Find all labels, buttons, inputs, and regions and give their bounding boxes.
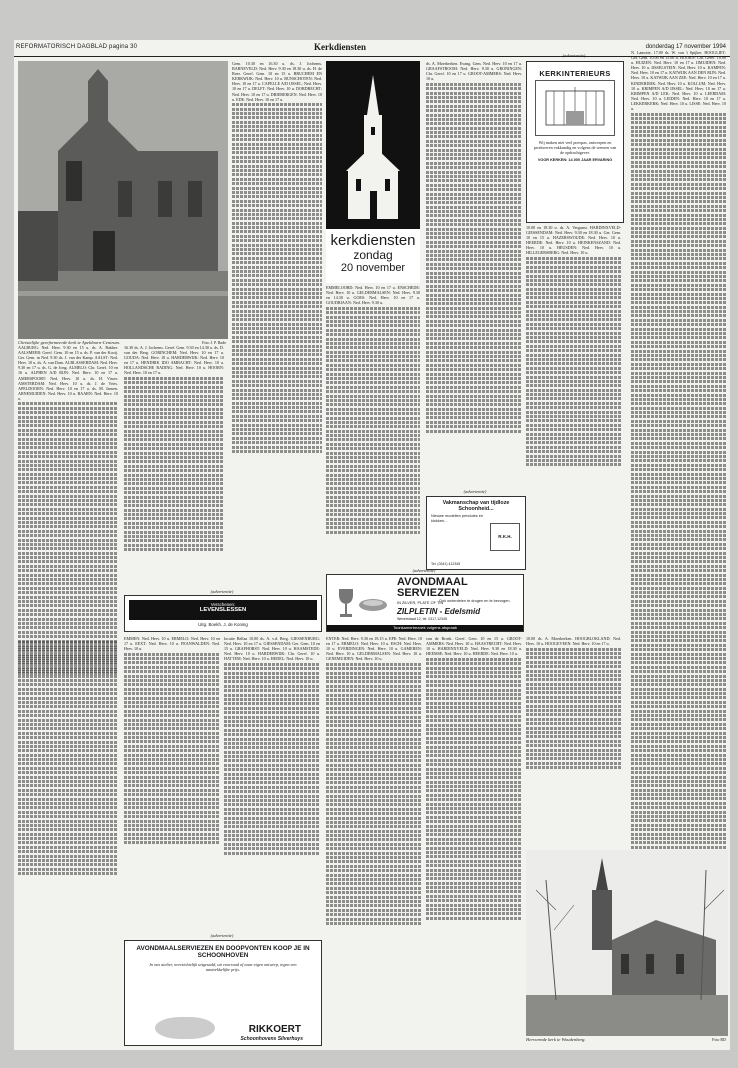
advertentie-label: (advertentie) (210, 589, 234, 594)
header-date: donderdag 17 november 1994 (645, 44, 726, 50)
church-photo-drawing (18, 61, 228, 339)
text-column-4 (326, 285, 420, 615)
column-text: van de Broek. Geref. Gem. 10 en 15 u. GROOT-AMMERS: Ned. Herv. 10 u. HAASTRECHT: Ned. Herv. 10 u. HARDINXVELD: Ned. Herv. 9.30 en 18.30 u. HEEMSE: Ned. Herv. 10 u. HEERDE: Ned. Herv. 10 u. (426, 636, 522, 657)
church-photo-drawing (526, 850, 728, 1036)
photo-credit: Foto RD (712, 1037, 726, 1042)
church-photo-bottom (526, 850, 728, 1036)
feature-church-silhouette (326, 61, 420, 229)
ad-brand: RIKKOERT (248, 1024, 301, 1035)
church-photo-top (18, 61, 228, 339)
ad-brand-subtitle: Schoonhovens Silverhuys (240, 1036, 303, 1042)
column-text: EMMEN: Ned. Herv. 10 u. ERMELO: Ned. Herv. 10 en 17 u. EEXT: Ned. Herv. 10 u. FEANWALDEN: Ned. Herv. 10 u. (124, 636, 220, 652)
ad-footer: Toonkamerbezoek volgens afspraak (327, 625, 523, 631)
ad-line3: Uitg. Boekh. J. de Koning (198, 622, 248, 627)
column-text: EMMELOORD: Ned. Herv. 10 en 17 u. ENSCHEDE: Ned. Herv. 10 u. GELDERMALSEN: Ned. Herv. 9.30 en 14.30 u. GOES: Ned. Herv. 10 en 17 u. GOUDRIAAN: Ned. Herv. 9.30 u. (326, 285, 420, 306)
ad-brand: ZILPLETIN - Edelsmid (397, 607, 481, 616)
ad-text: Ook onderdelen te drogen en te bezorgen. (439, 599, 511, 603)
column-text: locatie Bellaa 10.00 ds. A. v.d. Berg. GIESSENBURG: Ned. Herv. 10 en 17 u. GIESSENDAM: Ger. Gem. 10 en 15 u. GRAFHORST: Ned. Herv. 10 u. HAAMSTEDE: Ned. Herv. 10 u. HARDERWIJK: Chr. Geref. 10 u. HATTEM: Ned. Herv. 10 u. HEDEL: Ned. Herv. 10 u. (224, 636, 320, 662)
advertentie-label: (advertentie) (210, 933, 234, 938)
ad-rikkoert (124, 940, 322, 1046)
ad-title: Vakmanschap van tijdloze Schoonheid... (442, 500, 510, 513)
ad-body: Wij maken niet veel poespas, ontwerpen en produceren vakkundig en volgens de wensen van de opdrachtgever. (533, 140, 617, 156)
column-text: ds. A. Moerkerken. Evang. Gem. Ned. Herv. 10 en 17 u. GRAAFSTROOM: Ned. Herv. 9.30 u. GRONINGEN: Chr. Geref. 10 en 17 u. GROOT-AMMERS: Ned. Herv. 10 u. (426, 61, 522, 82)
advertentie-label: (advertentie) (412, 568, 436, 573)
feature-date: 20 november (340, 262, 406, 274)
text-column-b5 (526, 636, 621, 846)
column-text: 10.00 en 18.30 u. ds. A. Vergunst. HARDINXVELD-GIESSENDAM: Ned. Herv. 9.30 en 18.30 u. Ger. Gem. 10 en 15 u. HAZERSWOUDE: Ned. Herv. 10 u. HEERDE: Ned. Herv. 10 u. HEINKENSZAND: Ned. Herv. 10 u. HEUSDEN: Ned. Herv. 10 u. HILLEGERSBERG: Ned. Herv. 10 u. (526, 225, 621, 256)
column-text: N. Lamotte, 17.00 ds. W. van 't Spijker. HOOGLIET: Ger. Gem. 10.00 en 15.00 u. HOORN: Chr. Geref. 10.00 u. HUIZEN: Ned. Herv. 10 en 17 u. IJMUIDEN: Ned. Herv. 10 u. IJSSELSTEIN: Ned. Herv. 10 u. KAMPEN: Ned. Herv. 10 en 17 u. KATWIJK AAN DEN RIJN: Ned. Herv. 10 u. KATWIJK AAN ZEE: Ned. Herv. 10 en 17 u. KINDERDIJK: Ned. Herv. 10 u. KOLLUM: Ned. Herv. 10 u. KRIMPEN A/D IJSSEL: Ned. Herv. 10 en 17 u. KRIMPEN A/D LEK: Ned. Herv. 10 u. LEERDAM: Ned. Herv. 10 u. LEIDEN: Ned. Herv. 10 en 17 u. LEKKERKERK: Ned. Herv. 10 u. LISSE: Ned. Herv. 10 u. (631, 50, 726, 112)
column-text: Gem. 10.30 en 16.30 u. ds. J. Jochems. BARNEVELD: Ned. Herv. 9.30 en 18.30 u. ds. H. de Boer. Geref. Gem. 10 en 15 u. BRUCHEM EN KERKWIJK: Ned. Herv. 10 u. BUNSCHOTEN: Ned. Herv. 10 en 17 u. CAPELLE A/D IJSSEL: Ned. Herv. 10 en 17 u. DELFT: Ned. Herv. 10 u. DORDRECHT: Ned. Herv. 10 en 17 u. DRIEBERGEN: Ned. Herv. 10 u. EDE: Ned. Herv. 10 en 17 u. (232, 61, 322, 102)
text-column-b3 (326, 636, 422, 1044)
ad-subtitle: IN ZILVER, PLATE OF TIN (397, 600, 444, 605)
ad-footer: VOOR KERKEN: 14.000 JAAR ERVARING (537, 157, 613, 162)
ad-banner (129, 600, 317, 620)
ad-illustration (331, 583, 391, 621)
ad-vakmanschap (426, 496, 526, 570)
caption-text: Hervormde kerk te Woudenberg. (526, 1037, 586, 1042)
ad-line2: LEVENSLESSEN (199, 607, 247, 613)
text-column-b2 (224, 636, 320, 934)
ad-title: AVONDMAALSERVIEZEN EN DOOPVONTEN KOOP JE IN SCHOONHOVEN (136, 945, 310, 960)
photo-caption-bottom (526, 1037, 728, 1042)
newspaper-page (14, 40, 730, 1050)
column-text: AALBURG: Ned. Herv. 9.30 en 15 u. ds. A. Bakker. AALSMEER: Geref. Gem. 10 en 15 u. ds. P. van der Kooij. Ger. Gem. in Ned. 9.30 ds. J. van der Kamp. AALST: Ned. Herv. 10 u. ds. A. van Dam. ALBLASSERDAM: Ned. Herv. 9.30 en 17 u. ds. G. de Jong. ALMELO: Chr. Geref. 10 en 16 u. ALPHEN A/D RIJN: Ned. Herv. 10 en 17 u. AMERSFOORT: Ned. Herv. 10 u. ds. H. Visser. AMSTERDAM: Ned. Herv. 10 u. ds. J. de Vries. APELDOORN: Ned. Herv. 10 en 17 u. ds. M. Jansen. ARNEMUIDEN: Ned. Herv. 10 u. BAARN: Ned. Herv. 10 u. (18, 345, 118, 401)
organ-icon (536, 81, 614, 135)
feature-subtitle: zondag (353, 248, 393, 262)
caption-text: Christelijke gereformeerde kerk te Apeldoorn-Centrum. (18, 340, 121, 345)
ad-body: In ons atelier, overzichtelijk uitgestald, uit voorraad of naar eigen ontwerp, tegen een aantrekkelijke prijs. (149, 961, 297, 973)
church-silhouette-icon (326, 61, 420, 229)
text-column-2b (124, 345, 224, 590)
ad-title: KERKINTERIEURS (539, 69, 611, 78)
column-text: 16.30 ds. A. J. Jochems. Geref. Gem. 9.30 en 14.30 u. ds. D. van der Berg. GORINCHEM: Ned. Herv. 10 en 17 u. GOUDA: Ned. Herv. 10 u. HARDERWIJK: Ned. Herv. 10 en 17 u. HENDRIK IDO AMBACHT: Ned. Herv. 10 u. HOLLANDSCHE RADING: Ned. Herv. 10 u. HOORN: Ned. Herv. 10 en 17 u. (124, 345, 224, 376)
text-column-6 (526, 225, 621, 490)
ad-levenslessen (124, 595, 322, 632)
ad-address: Tel. (0341) 412345 (431, 562, 461, 566)
text-column-b4 (426, 636, 522, 1044)
text-column-b1 (124, 636, 220, 934)
photo-credit: Foto J. P. Bade (202, 340, 226, 345)
header-section-title: Kerkdiensten (314, 42, 367, 52)
text-column-5 (426, 61, 522, 491)
column-text: ENTER: Ned. Herv. 9.30 en 18.15 u. EPE: Ned. Herv. 10 en 17 u. ERMELO: Ned. Herv. 10 u. ESCH: Ned. Herv. 10 u. EVERDINGEN: Ned. Herv. 10 u. GAMEREN: Ned. Herv. 10 u. GELDERMALSEN: Ned. Herv. 10 u. GENEMUIDEN: Ned. Herv. 10 u. (326, 636, 422, 662)
advertentie-label: (advertentie) (562, 53, 586, 58)
column-text: 10.00 ds. A. Moerkerken. HOOGBLOKLAND: Ned. Herv. 10 u. HOOGEVEEN: Ned. Herv. 10 en 17 u. (526, 636, 621, 647)
feature-title: kerkdiensten (330, 232, 416, 249)
chalice-icon (331, 583, 391, 621)
ad-kerkinterieurs (526, 61, 624, 223)
page-header (14, 40, 730, 57)
text-column-b0 (18, 640, 118, 1040)
kerkdiensten-feature (326, 61, 420, 283)
ad-body: Nieuwe modellen pendules en klokken... (431, 512, 484, 523)
ad-illustration (535, 80, 615, 136)
ad-line1: Verschenen: (210, 602, 236, 607)
hand-illustration (155, 1017, 215, 1039)
header-left: REFORMATORISCH DAGBLAD pagina 30 (16, 44, 138, 50)
ad-title: AVONDMAAL SERVIEZEN (397, 576, 468, 599)
text-column-2 (232, 61, 322, 586)
advertentie-label: (advertentie) (463, 489, 487, 494)
ad-address: Weverstraat 12, tel. 0317-12345 (397, 617, 447, 621)
ad-logo: R.K.H. (490, 523, 520, 551)
ad-avondmaal-serviezen (326, 574, 524, 632)
